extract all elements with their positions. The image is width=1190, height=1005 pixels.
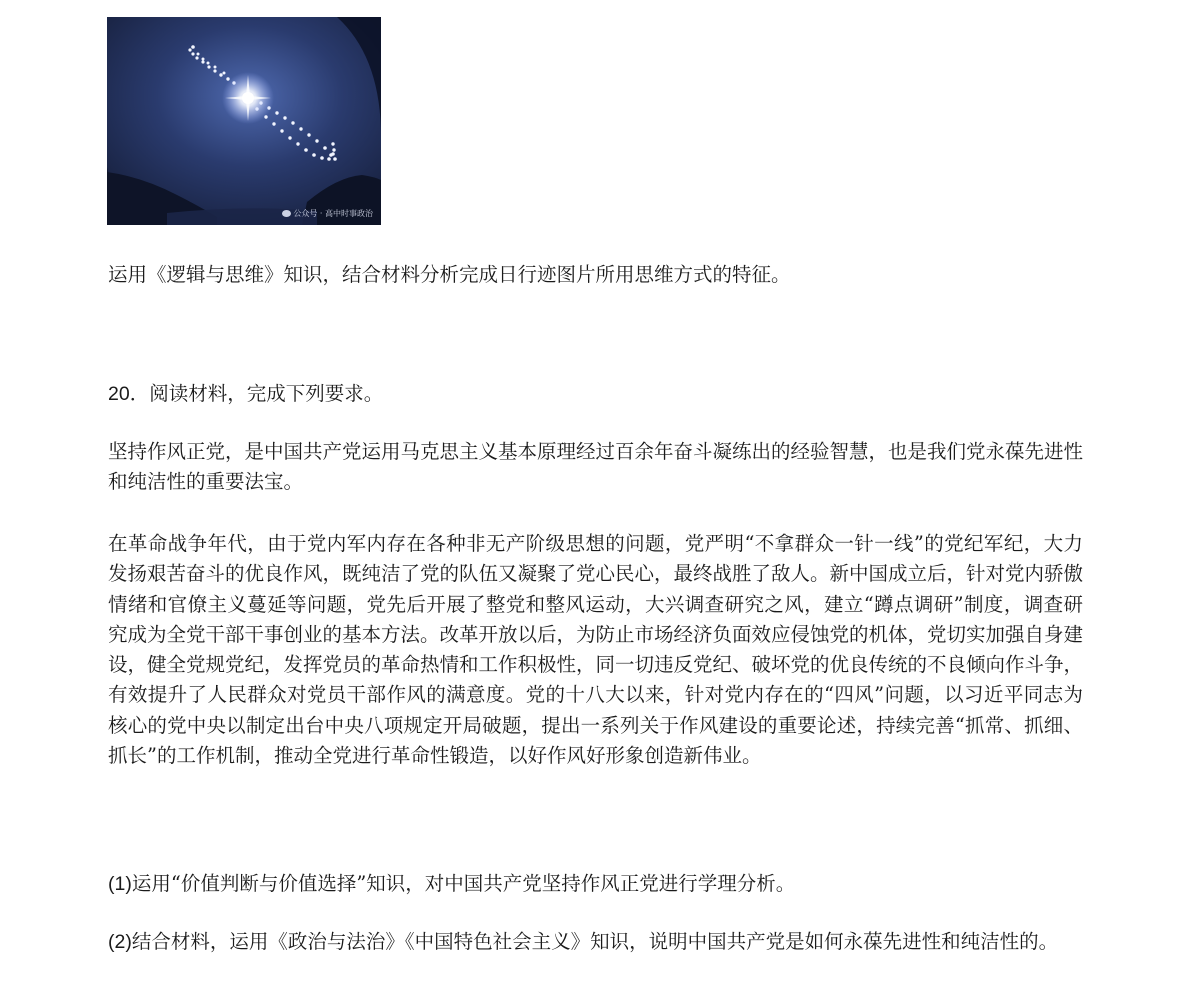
sub-question-2-text: 结合材料，运用《政治与法治》《中国特色社会主义》知识，说明中国共产党是如何永葆先进性和纯洁性的。: [131, 930, 1059, 953]
sub-question-1: [108, 869, 795, 899]
sub-question-1-text: 运用“价值判断与价值选择”知识，对中国共产党坚持作风正党进行学理分析。: [131, 872, 796, 895]
material-paragraph-1: 坚持作风正党，是中国共产党运用马克思主义基本原理经过百余年奋斗凝练出的经验智慧，也是我们党永葆先进性和纯洁性的重要法宝。: [108, 440, 1084, 494]
question-19-prompt: 运用《逻辑与思维》知识，结合材料分析完成日行迹图片所用思维方式的特征。: [108, 263, 791, 286]
image-watermark: [282, 208, 373, 219]
material-paragraph-2: 在革命战争年代，由于党内军内存在各种非无产阶级思想的问题，党严明“不拿群众一针一线”的党纪军纪，大力发扬艰苦奋斗的优良作风，既纯洁了党的队伍又凝聚了党心民心，最终战胜了敌人。新中国成立后，针对党内骄傲情绪和官僚主义蔓延等问题，党先后开展了整党和整风运动，大兴调查研究之风，建立“蹲点调研”制度，调查研究成为全党干部干事创业的基本方法。改革开放以后，为防止市场经济负面效应侵蚀党的机体，党切实加强自身建设，健全党规党纪，发挥党员的革命热情和工作积极性，同一切违反党纪、破坏党的优良传统的不良倾向作斗争，有效提升了人民群众对党员干部作风的满意度。党的十八大以来，针对党内存在的“四风”问题，以习近平同志为核心的党中央以制定出台中央八项规定开局破题，提出一系列关于作风建设的重要论述，持续完善“抓常、抓细、抓长”的工作机制，推动全党进行革命性锻造，以好作风好形象创造新伟业。: [108, 532, 1084, 768]
question-number: 20．: [108, 383, 150, 405]
sub-question-2: [108, 927, 1083, 957]
sub-question-2-label: (2): [108, 931, 132, 953]
analemma-photo: [107, 17, 381, 225]
watermark-text: 公众号 · 高中时事政治: [293, 209, 373, 218]
sub-question-1-label: (1): [108, 873, 132, 895]
wechat-icon: [282, 210, 291, 217]
question-instruction: 阅读材料，完成下列要求。: [149, 382, 384, 405]
question-20-header: [108, 379, 383, 409]
analemma-night-sky-image: [107, 17, 381, 225]
